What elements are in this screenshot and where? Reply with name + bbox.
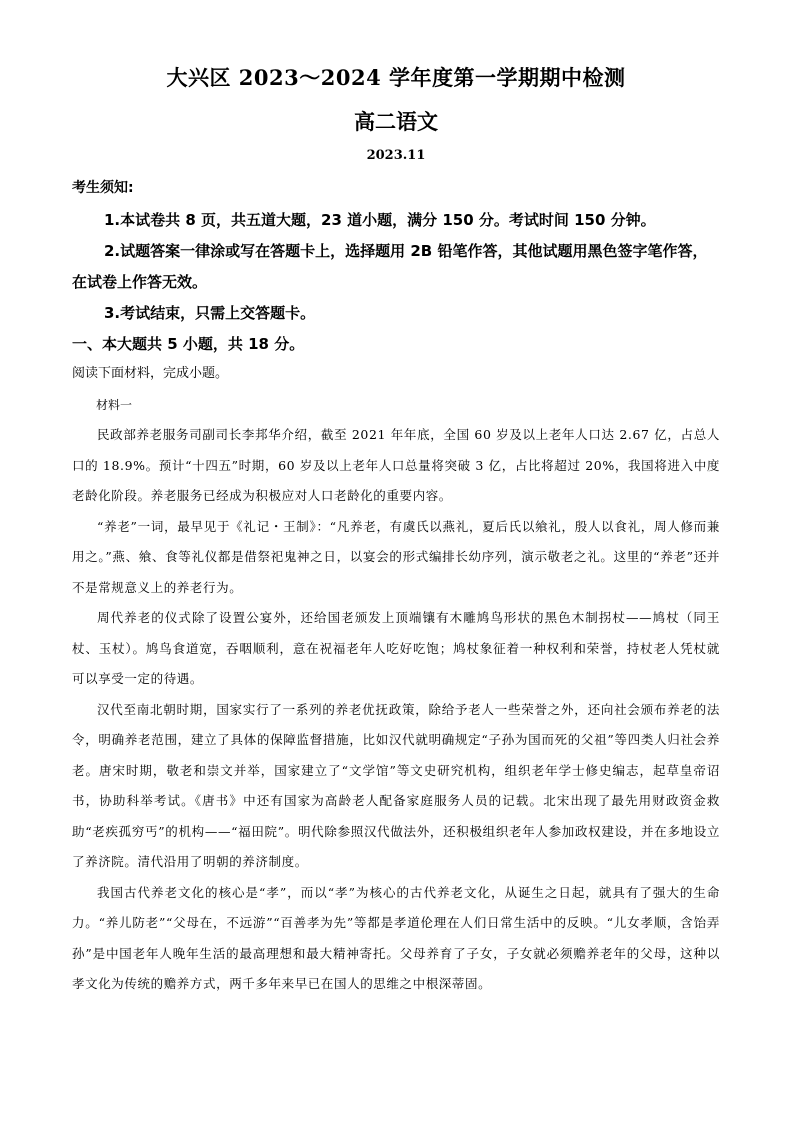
material-paragraph-2: “养老”一词，最早见于《礼记・王制》：“凡养老，有虞氏以燕礼，夏后氏以飨礼，殷人以食礼，周人修而兼用之。”燕、飨、食等礼仪都是借祭祀鬼神之日，以宴会的形式编排长幼序列，演示敬老之礼。这里的“养老”还并不是常规意义上的养老行为。 <box>72 518 720 595</box>
exam-page <box>72 62 720 1000</box>
exam-title: 大兴区 2023～2024 学年度第一学期期中检测 <box>166 65 626 90</box>
exam-subject: 高二语文 <box>354 109 438 134</box>
material-paragraph-4: 汉代至南北朝时期，国家实行了一系列的养老优抚政策，除给予老人一些荣誉之外，还向社会颁布养老的法令，明确养老范围，建立了具体的保障监督措施，比如汉代就明确规定“子孙为国而死的父祖”等四类人归社会养老。唐宋时期，敬老和崇文并举，国家建立了“文学馆”等文史研究机构，组织老年学士修史编志，起草皇帝诏书，协助科举考试。《唐书》中还有国家为高龄老人配备家庭服务人员的记载。北宋出现了最先用财政资金救助“老疾孤穷丐”的机构——“福田院”。明代除参照汉代做法外，还积极组织老年人参加政权建设，并在多地设立了养济院。清代沿用了明朝的养济制度。 <box>72 701 720 869</box>
material-paragraph-1: 民政部养老服务司副司长李邦华介绍，截至 2021 年年底，全国 60 岁及以上老年人口达 2.67 亿，占总人口的 18.9%。预计“十四五”时期，60 岁及以上老年人口总量将突破 3 亿，占比将超过 20%，我国将进入中度老龄化阶段。养老服务已经成为积极应对人口老龄化的重要内容。 <box>72 427 720 503</box>
notice-item-2: 2.试题答案一律涂或写在答题卡上，选择题用 2B 铅笔作答，其他试题用黑色签字笔作答，在试卷上作答无效。 <box>72 242 708 291</box>
material-paragraph-3: 周代养老的仪式除了设置公宴外，还给国老颁发上顶端镶有木雕鸠鸟形状的黑色木制拐杖——鸠杖（同王杖、玉杖）。鸠鸟食道宽，吞咽顺利，意在祝福老年人吃好吃饱；鸠杖象征着一种权利和荣誉，持杖老人凭杖就可以享受一定的待遇。 <box>72 610 720 686</box>
notice-item-1: 1.本试卷共 8 页，共五道大题，23 道小题，满分 150 分。考试时间 150 分钟。 <box>104 211 656 229</box>
reading-instruction: 阅读下面材料，完成小题。 <box>72 366 229 381</box>
material-label: 材料一 <box>96 398 133 412</box>
notice-item-3: 3.考试结束，只需上交答题卡。 <box>104 304 316 322</box>
notice-heading: 考生须知: <box>72 180 134 196</box>
material-paragraph-5: 我国古代养老文化的核心是“孝”，而以“孝”为核心的古代养老文化，从诞生之日起，就具有了强大的生命力。“养儿防老”“父母在，不远游”“百善孝为先”等都是孝道伦理在人们日常生活中的反映。“儿女孝顺，含饴弄孙”是中国老年人晚年生活的最高理想和最大精神寄托。父母养育了子女，子女就必须赡养老年的父母，这种以孝文化为传统的赡养方式，两千多年来早已在国人的思维之中根深蒂固。 <box>72 884 720 991</box>
exam-date: 2023.11 <box>366 148 426 163</box>
section-heading: 一、本大题共 5 小题，共 18 分。 <box>72 335 305 353</box>
